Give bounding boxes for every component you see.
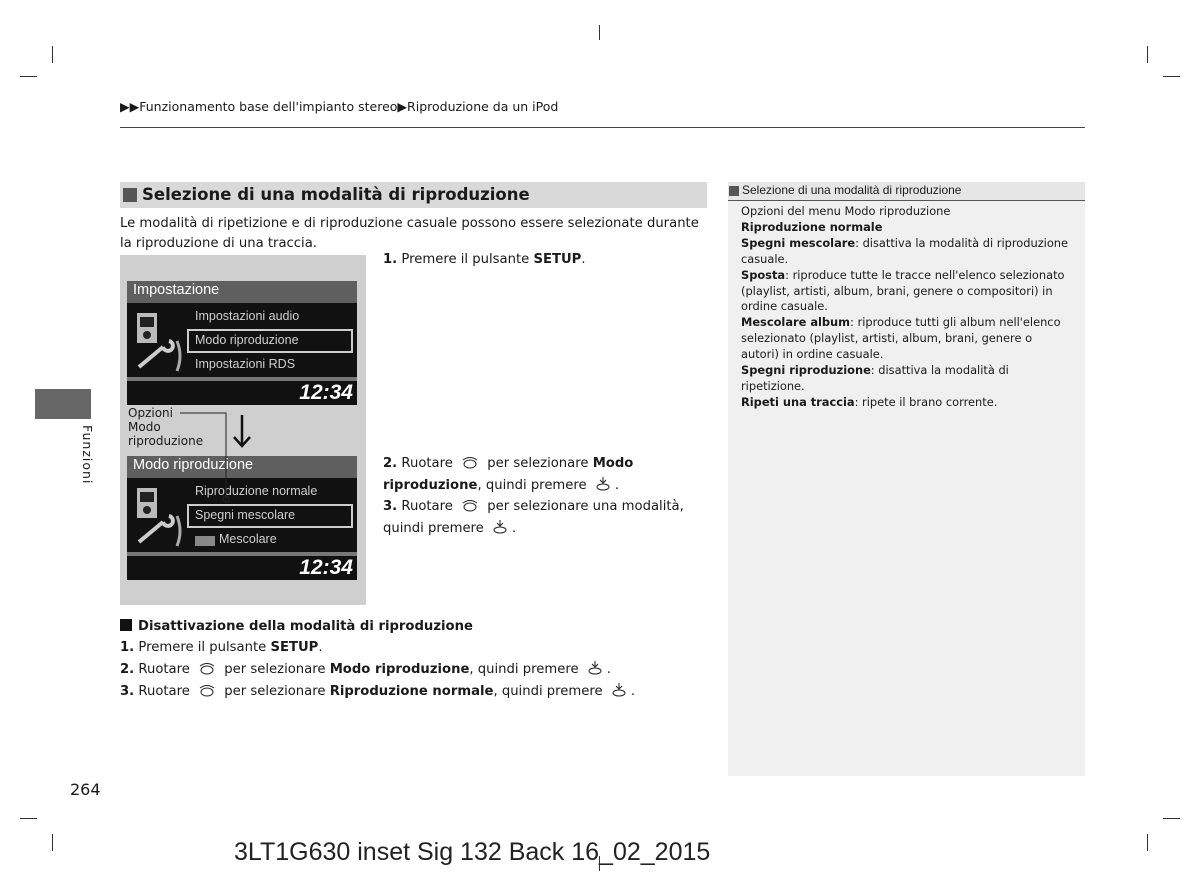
- sidebar-heading: Riproduzione normale: [741, 219, 883, 234]
- entry-desc: : riproduce tutti gli album nell'elenco selezionato (playlist, artisti, album, brani, genere o autori) in ordine casuale.: [741, 315, 1061, 362]
- lcd-clock: 12:34: [299, 381, 353, 404]
- entry-term: Sposta: [741, 267, 786, 282]
- entry-term: Spegni mescolare: [741, 235, 856, 250]
- print-footer: 3LT1G630 inset Sig 132 Back 16_02_2015: [234, 838, 711, 866]
- subsection-heading: [120, 619, 473, 634]
- crop-mark: [52, 46, 53, 63]
- crop-mark: [1147, 46, 1148, 63]
- lcd-header: [127, 281, 357, 303]
- press-knob-icon: [492, 519, 508, 535]
- sidebar-entry: [741, 268, 1071, 316]
- callout-line: riproduzione: [128, 434, 204, 448]
- step-bold: SETUP: [533, 252, 582, 267]
- step-text: Ruotare: [138, 684, 190, 699]
- step-number: 2.: [383, 456, 398, 471]
- menu-item: Impostazioni RDS: [195, 357, 296, 371]
- sidebar-entry: [741, 395, 1071, 411]
- lcd-clock: 12:34: [299, 556, 353, 579]
- section-title: Selezione di una modalità di riproduzione: [142, 185, 530, 204]
- subsection-title: Disattivazione della modalità di riproduzione: [138, 619, 473, 634]
- step-text: Ruotare: [401, 456, 453, 471]
- step-bold: SETUP: [270, 640, 319, 655]
- press-knob-icon: [595, 476, 611, 492]
- step-number: 2.: [120, 662, 135, 677]
- callout-label: [128, 406, 203, 448]
- step-text: per selezionare: [487, 456, 593, 471]
- step-text: Premere il pulsante: [138, 640, 271, 655]
- sub-step-1: [120, 637, 323, 659]
- crop-mark: [20, 818, 37, 819]
- step-end: , quindi premere: [493, 684, 603, 699]
- step-bold: Modo riproduzione: [383, 456, 634, 493]
- menu-item: Impostazioni audio: [195, 309, 300, 323]
- entry-desc: : ripete il brano corrente.: [854, 394, 998, 409]
- step-number: 3.: [120, 684, 135, 699]
- step-end: , quindi premere: [477, 477, 587, 493]
- step-text: Ruotare: [401, 499, 453, 514]
- step-2: 2. Ruotare per selezionare Modo riproduzione, quindi premere .: [383, 456, 634, 493]
- sub-step-2: 2. Ruotare per selezionare Modo riproduzione, quindi premere .: [120, 662, 611, 677]
- press-knob-icon: [587, 660, 603, 676]
- section-square-icon: [123, 188, 137, 202]
- breadcrumb-arrow: ▶: [397, 99, 408, 114]
- lcd-title: Modo riproduzione: [133, 457, 254, 473]
- chapter-tab-label: Funzioni: [80, 425, 95, 485]
- page-number: 264: [70, 780, 101, 799]
- entry-desc: : disattiva la modalità di riproduzione casuale.: [741, 235, 1069, 266]
- sidebar-title: Selezione di una modalità di riproduzione: [742, 183, 962, 197]
- step-end: , quindi premere: [469, 662, 579, 677]
- section-intro: Le modalità di ripetizione e di riproduzione casuale possono essere selezionate durante la riproduzione di una traccia.: [120, 216, 699, 251]
- crop-mark: [599, 25, 600, 40]
- press-knob-icon: [611, 682, 627, 698]
- subsection-square-icon: [120, 619, 132, 631]
- sidebar-entry: [741, 236, 1071, 268]
- breadcrumb-part1: Funzionamento base dell'impianto stereo: [139, 99, 398, 114]
- step-text: per selezionare una modalità, quindi premere: [383, 499, 684, 536]
- menu-item: Mescolare: [219, 532, 277, 546]
- step-text: Ruotare: [138, 662, 190, 677]
- step-number: 3.: [383, 499, 398, 514]
- crop-mark: [20, 76, 37, 77]
- crop-mark: [1163, 76, 1180, 77]
- chapter-tab: [35, 389, 91, 419]
- crop-mark: [52, 834, 53, 851]
- step-number: 1.: [383, 252, 398, 267]
- entry-term: Ripeti una traccia: [741, 394, 855, 409]
- menu-item-selected: Modo riproduzione: [195, 333, 299, 347]
- selector-knob-icon: [198, 662, 216, 676]
- breadcrumb: [120, 99, 558, 114]
- step-end: .: [581, 252, 586, 267]
- note-marker-icon: [729, 186, 739, 196]
- callout-line: Opzioni: [128, 406, 173, 420]
- selector-knob-icon: [461, 456, 479, 470]
- crop-mark: [1147, 834, 1148, 851]
- section-heading: [120, 182, 707, 208]
- header-rule: [120, 127, 1085, 128]
- lcd-header: [127, 456, 357, 478]
- menu-item-selected: Spegni mescolare: [195, 508, 296, 522]
- callout-line: Modo: [128, 420, 161, 434]
- sidebar-intro: Opzioni del menu Modo riproduzione: [741, 204, 951, 218]
- breadcrumb-part2: Riproduzione da un iPod: [407, 99, 559, 114]
- sidebar-entry: [741, 315, 1071, 363]
- lcd-setup-screen: [127, 281, 357, 405]
- entry-desc: : riproduce tutte le tracce nell'elenco selezionato (playlist, artisti, album, brani, genere o compositori) in ordine casuale.: [741, 267, 1065, 314]
- sidebar-note: [728, 182, 1085, 776]
- entry-term: Mescolare album: [741, 315, 851, 330]
- sidebar-body: [741, 204, 1071, 411]
- step-3: 3. Ruotare per selezionare una modalità, quindi premere .: [383, 499, 684, 536]
- shuffle-badge-icon: [195, 536, 215, 546]
- selector-knob-icon: [461, 499, 479, 513]
- step-number: 1.: [120, 640, 135, 655]
- sub-step-3: 3. Ruotare per selezionare Riproduzione normale, quindi premere .: [120, 684, 636, 699]
- step-text: per selezionare: [224, 662, 330, 677]
- entry-term: Spegni riproduzione: [741, 363, 871, 378]
- step-1: [383, 249, 586, 271]
- step-bold: Riproduzione normale: [329, 684, 494, 699]
- sidebar-entry: [741, 363, 1071, 395]
- breadcrumb-arrows: ▶▶: [120, 99, 140, 114]
- entry-desc: : disattiva la modalità di ripetizione.: [741, 363, 1009, 393]
- menu-item: Riproduzione normale: [195, 484, 318, 498]
- crop-mark: [1163, 818, 1180, 819]
- step-text: Premere il pulsante: [401, 252, 534, 267]
- step-bold: Modo riproduzione: [329, 662, 470, 677]
- step-end: .: [318, 640, 323, 655]
- selector-knob-icon: [198, 684, 216, 698]
- sidebar-header: [728, 182, 1085, 201]
- ipod-wrench-icon: [133, 486, 183, 548]
- step-text: per selezionare: [224, 684, 330, 699]
- lcd-title: Impostazione: [133, 282, 220, 298]
- lcd-playmode-screen: [127, 456, 357, 580]
- ipod-wrench-icon: [133, 311, 183, 373]
